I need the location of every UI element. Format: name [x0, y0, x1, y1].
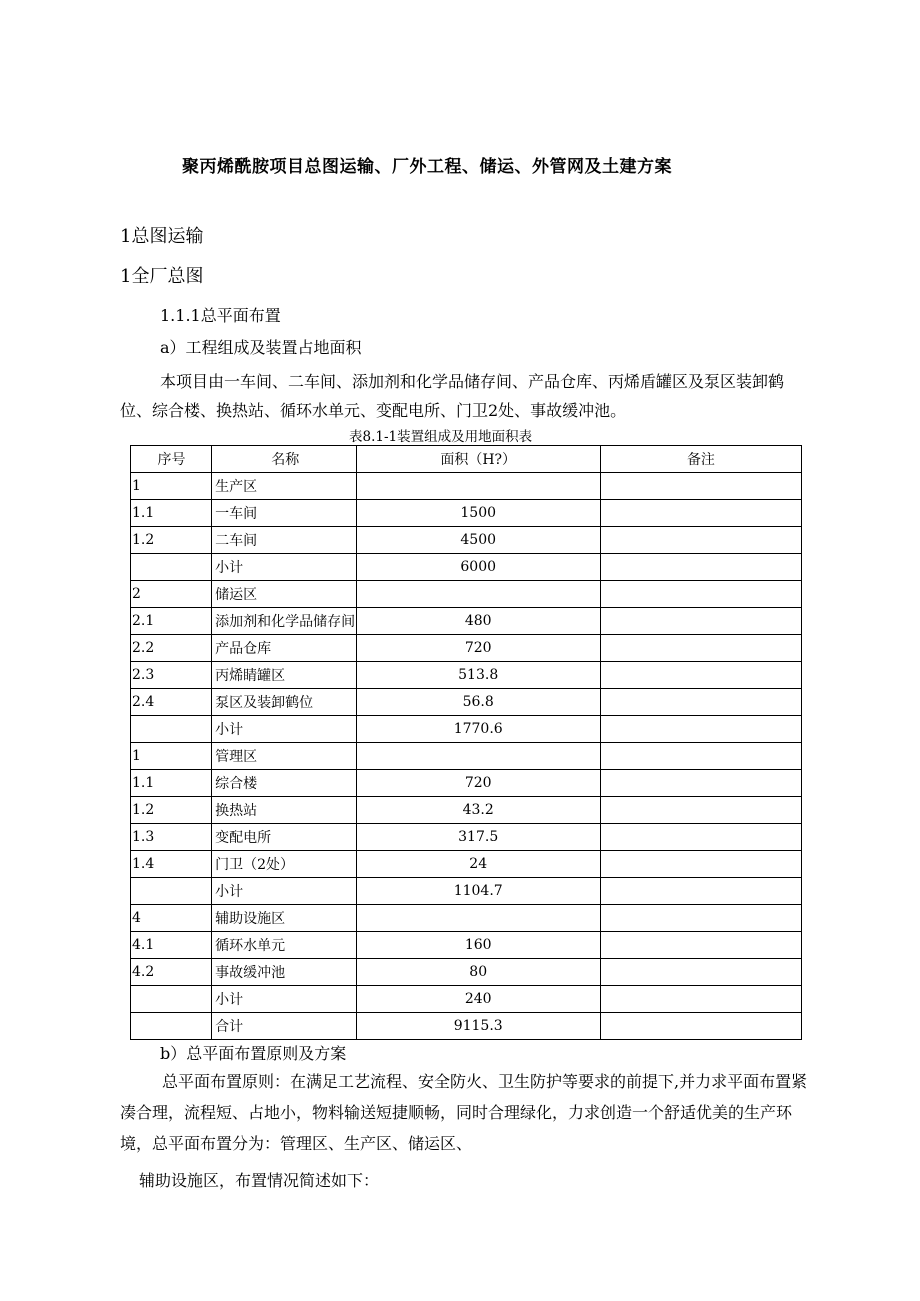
cell-area: 240: [356, 986, 600, 1013]
cell-note: [600, 959, 801, 986]
table-row: [131, 851, 802, 878]
table-row: [131, 797, 802, 824]
cell-no: [131, 878, 212, 905]
cell-area: 1104.7: [356, 878, 600, 905]
cell-name: 辅助设施区: [212, 905, 356, 932]
table-row: [131, 878, 802, 905]
cell-area: [356, 905, 600, 932]
cell-area: 56.8: [356, 689, 600, 716]
cell-name: 门卫（2处）: [212, 851, 356, 878]
cell-area: 24: [356, 851, 600, 878]
cell-name: 生产区: [212, 473, 356, 500]
cell-area: 4500: [356, 527, 600, 554]
cell-no: [131, 1013, 212, 1040]
table-row: [131, 716, 802, 743]
cell-note: [600, 500, 801, 527]
table-row: [131, 473, 802, 500]
table-header-row: [131, 446, 802, 473]
cell-name: 综合楼: [212, 770, 356, 797]
cell-name: 添加剂和化学品储存间: [212, 608, 356, 635]
cell-note: [600, 527, 801, 554]
cell-area: 160: [356, 932, 600, 959]
cell-note: [600, 797, 801, 824]
cell-name: 事故缓冲池: [212, 959, 356, 986]
header-name: 名称: [212, 446, 356, 473]
table-row: [131, 689, 802, 716]
cell-note: [600, 986, 801, 1013]
document-title: 聚丙烯酰胺项目总图运输、厂外工程、储运、外管网及土建方案: [182, 157, 672, 177]
cell-no: 4: [131, 905, 212, 932]
cell-area: 6000: [356, 554, 600, 581]
subheading-b: b）总平面布置原则及方案: [160, 1044, 347, 1063]
cell-name: 管理区: [212, 743, 356, 770]
cell-note: [600, 473, 801, 500]
paragraph-project-composition: 本项目由一车间、二车间、添加剂和化学品储存间、产品仓库、丙烯盾罐区及泵区装卸鹤位、综合楼、换热站、循环水单元、变配电所、门卫2处、事故缓冲池。: [120, 372, 785, 420]
cell-note: [600, 743, 801, 770]
cell-no: [131, 986, 212, 1013]
table-row: [131, 608, 802, 635]
cell-name: 小计: [212, 554, 356, 581]
cell-note: [600, 662, 801, 689]
cell-no: 2.2: [131, 635, 212, 662]
cell-note: [600, 581, 801, 608]
cell-no: 1.2: [131, 797, 212, 824]
cell-name: 循环水单元: [212, 932, 356, 959]
cell-no: 2.1: [131, 608, 212, 635]
table-row: [131, 635, 802, 662]
cell-name: 产品仓库: [212, 635, 356, 662]
cell-area: 43.2: [356, 797, 600, 824]
cell-no: 1: [131, 473, 212, 500]
cell-note: [600, 716, 801, 743]
header-area: 面积（H?）: [356, 446, 600, 473]
cell-area: 1500: [356, 500, 600, 527]
cell-note: [600, 635, 801, 662]
table-row: [131, 986, 802, 1013]
cell-name: 合计: [212, 1013, 356, 1040]
cell-name: 储运区: [212, 581, 356, 608]
cell-no: 4.2: [131, 959, 212, 986]
cell-name: 小计: [212, 878, 356, 905]
cell-note: [600, 932, 801, 959]
cell-no: 1.3: [131, 824, 212, 851]
table-body: [131, 473, 802, 1040]
table-row: [131, 743, 802, 770]
cell-area: 317.5: [356, 824, 600, 851]
cell-note: [600, 878, 801, 905]
section-heading-2: 1全厂总图: [120, 266, 204, 287]
cell-note: [600, 608, 801, 635]
cell-name: 换热站: [212, 797, 356, 824]
cell-no: [131, 716, 212, 743]
cell-name: 丙烯睛罐区: [212, 662, 356, 689]
cell-no: 1.1: [131, 500, 212, 527]
cell-no: 4.1: [131, 932, 212, 959]
cell-area: [356, 743, 600, 770]
cell-name: 小计: [212, 716, 356, 743]
table-row: [131, 1013, 802, 1040]
cell-name: 小计: [212, 986, 356, 1013]
cell-note: [600, 554, 801, 581]
cell-no: 2: [131, 581, 212, 608]
section-heading-1: 1总图运输: [120, 226, 204, 247]
cell-no: 1.1: [131, 770, 212, 797]
header-note: 备注: [600, 446, 801, 473]
section-heading-3: 1.1.1总平面布置: [160, 306, 281, 325]
cell-area: 9115.3: [356, 1013, 600, 1040]
cell-name: 泵区及装卸鹤位: [212, 689, 356, 716]
table-caption: 表8.1-1装置组成及用地面积表: [349, 429, 533, 445]
cell-area: 80: [356, 959, 600, 986]
table-row: [131, 770, 802, 797]
table-row: [131, 662, 802, 689]
table-row: [131, 959, 802, 986]
cell-no: 1.4: [131, 851, 212, 878]
cell-no: 2.4: [131, 689, 212, 716]
cell-note: [600, 905, 801, 932]
paragraph-layout-summary: 辅助设施区，布置情况简述如下：: [139, 1171, 380, 1190]
cell-area: 720: [356, 635, 600, 662]
paragraph-layout-principles: 总平面布置原则：在满足工艺流程、安全防火、卫生防护等要求的前提下,并力求平面布置紧凑合理，流程短、占地小，物料输送短捷顺畅，同时合理绿化，力求创造一个舒适优美的生产环境，总平面布置分为：管理区、生产区、储运区、: [120, 1072, 808, 1153]
header-no: 序号: [131, 446, 212, 473]
table-row: [131, 905, 802, 932]
cell-area: 720: [356, 770, 600, 797]
cell-area: 480: [356, 608, 600, 635]
subheading-a: a）工程组成及装置占地面积: [160, 338, 362, 357]
cell-note: [600, 689, 801, 716]
table-row: [131, 500, 802, 527]
area-table: [130, 445, 802, 1040]
cell-note: [600, 770, 801, 797]
table-row: [131, 824, 802, 851]
cell-no: 2.3: [131, 662, 212, 689]
cell-no: [131, 554, 212, 581]
cell-area: 513.8: [356, 662, 600, 689]
table-row: [131, 554, 802, 581]
cell-note: [600, 1013, 801, 1040]
cell-name: 变配电所: [212, 824, 356, 851]
cell-name: 一车间: [212, 500, 356, 527]
table-row: [131, 932, 802, 959]
cell-area: 1770.6: [356, 716, 600, 743]
table-row: [131, 527, 802, 554]
cell-area: [356, 581, 600, 608]
cell-note: [600, 824, 801, 851]
table-row: [131, 581, 802, 608]
cell-note: [600, 851, 801, 878]
cell-no: 1: [131, 743, 212, 770]
cell-no: 1.2: [131, 527, 212, 554]
cell-name: 二车间: [212, 527, 356, 554]
cell-area: [356, 473, 600, 500]
